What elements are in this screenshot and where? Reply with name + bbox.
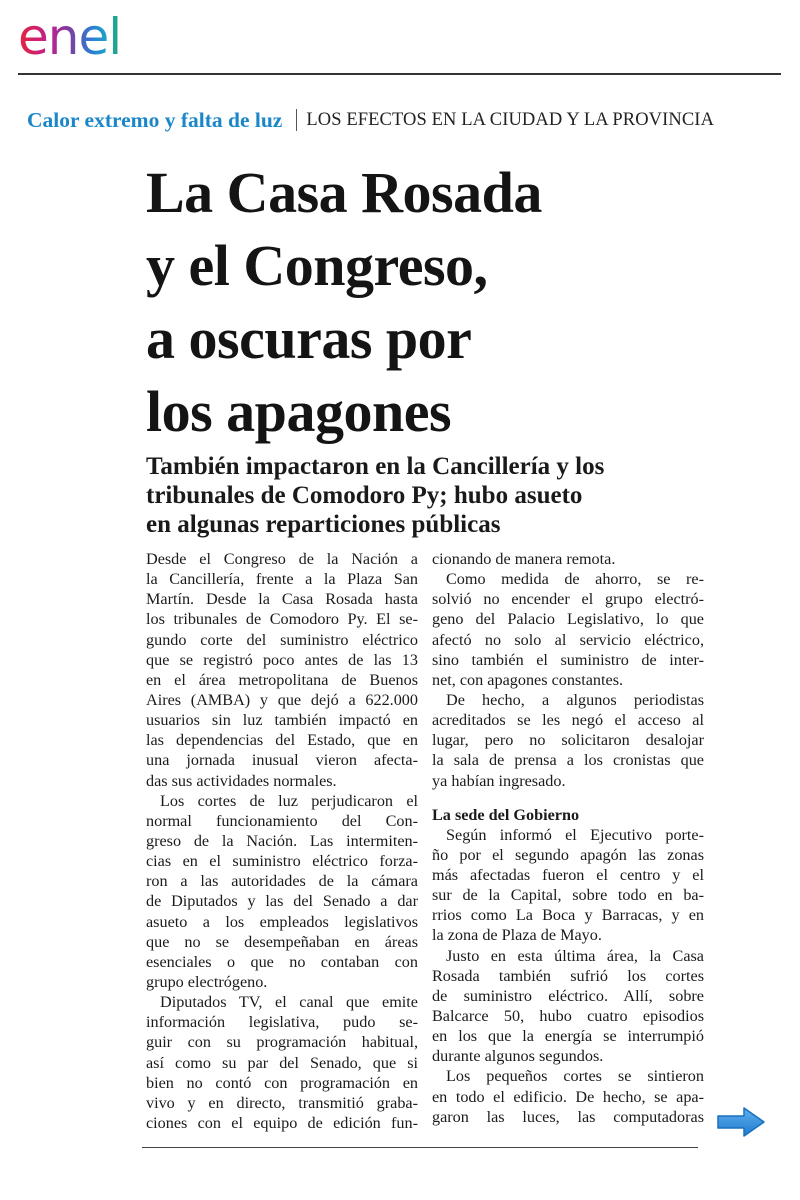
body-line: la Cancillería, frente a la Plaza San <box>146 570 418 589</box>
section-bar <box>27 103 714 137</box>
body-line: Justo en esta última área, la Casa <box>446 946 704 965</box>
body-line: la zona de Plaza de Mayo. <box>432 926 602 945</box>
body-line: Desde el Congreso de la Nación a <box>146 550 418 568</box>
body-line: durante algunos segundos. <box>432 1047 604 1066</box>
body-line: Rosada también sufrió los cortes <box>432 966 704 985</box>
body-line: en el área metropolitana de Buenos <box>146 670 418 689</box>
body-line: greso de la Nación. Las intermiten- <box>146 831 418 850</box>
body-line: usuarios sin luz también impactó en <box>146 711 418 730</box>
body-line: das sus actividades normales. <box>146 771 337 790</box>
bottom-divider <box>142 1147 698 1148</box>
body-column-right <box>432 549 704 1127</box>
body-line: Balcarce 50, hubo cuatro episodios <box>432 1006 704 1025</box>
body-line: lugar, pero no solicitaron desalojar <box>432 731 704 750</box>
body-line: cias en el suministro eléctrico forza- <box>146 852 418 871</box>
body-line: las dependencias del Estado, que en <box>146 731 418 750</box>
body-line: bien no contó con programación en <box>146 1073 418 1092</box>
body-line: sino también el suministro de inter- <box>432 650 704 669</box>
body-line: una jornada inusual vieron afecta- <box>146 751 418 770</box>
body-line: Como medida de ahorro, se re- <box>446 570 704 589</box>
body-line: sur de la Capital, sobre todo en ba- <box>432 886 704 905</box>
body-line: ciones con el equipo de edición fun- <box>146 1113 418 1132</box>
body-line: la sala de prensa a los cronistas que <box>432 751 704 770</box>
body-line: en todo el edificio. De hecho, se apa- <box>432 1087 704 1106</box>
subheading: La sede del Gobierno <box>432 805 580 824</box>
body-line: que no se desempeñaban en áreas <box>146 932 418 951</box>
body-line: esenciales o que no contaban con <box>146 952 418 971</box>
body-line: geno del Palacio Legislativo, lo que <box>432 610 704 629</box>
headline-line: La Casa Rosada <box>146 160 542 225</box>
headline-line: y el Congreso, <box>146 233 488 298</box>
body-line: ron a las autoridades de la cámara <box>146 872 418 891</box>
body-line: asueto a los empleados legislativos <box>146 912 418 931</box>
body-line: los tribunales de Comodoro Py. El se- <box>146 610 418 629</box>
body-line: ya habían ingresado. <box>432 771 566 790</box>
body-line: vivo y en directo, transmitió graba- <box>146 1093 418 1112</box>
body-line: Aires (AMBA) y que dejó a 622.000 <box>146 690 418 709</box>
body-line: cionando de manera remota. <box>432 550 616 568</box>
body-line: Según informó el Ejecutivo porte- <box>446 825 704 844</box>
body-line: más afectadas fueron el centro y el <box>432 865 704 884</box>
body-line: normal funcionamiento del Con- <box>146 811 418 830</box>
section-kicker: Calor extremo y falta de luz <box>27 107 283 132</box>
deck <box>146 452 766 539</box>
arrow-right-icon <box>716 1106 766 1138</box>
body-line: así como su par del Senado, que si <box>146 1053 418 1072</box>
body-line: Los cortes de luz perjudicaron el <box>160 791 418 810</box>
body-line: información legislativa, pudo se- <box>146 1013 418 1032</box>
top-divider <box>18 73 781 75</box>
deck-line: en algunas reparticiones públicas <box>146 511 501 538</box>
body-line: ño por el segundo apagón las zonas <box>432 845 704 864</box>
headline-line: a oscuras por <box>146 306 472 371</box>
section-separator <box>296 109 297 131</box>
body-line: guir con su programación habitual, <box>146 1033 418 1052</box>
body-line: solvió no encender el grupo electró- <box>432 590 704 609</box>
deck-line: tribunales de Comodoro Py; hubo asueto <box>146 482 583 509</box>
body-line: garon las luces, las computadoras <box>432 1107 704 1126</box>
body-line: acreditados se les negó el acceso al <box>432 711 704 730</box>
body-line: que se registró poco antes de las 13 <box>146 650 418 669</box>
deck-line: También impactaron en la Cancillería y los <box>146 453 605 480</box>
body-line: De hecho, a algunos periodistas <box>446 690 704 709</box>
headline <box>146 156 766 448</box>
body-line: de Diputados y las del Senado a dar <box>146 892 418 911</box>
next-page-button[interactable] <box>716 1106 766 1138</box>
body-line: Diputados TV, el canal que emite <box>160 993 418 1012</box>
body-line: afectó no solo al servicio eléctrico, <box>432 630 704 649</box>
section-label: LOS EFECTOS EN LA CIUDAD Y LA PROVINCIA <box>306 109 715 130</box>
body-line: Martín. Desde la Casa Rosada hasta <box>146 590 418 609</box>
body-line: de suministro eléctrico. Allí, sobre <box>432 986 704 1005</box>
enel-logo: enel <box>18 8 122 66</box>
body-line: en los que la energía se interrumpió <box>432 1027 704 1046</box>
body-line: rrios como La Boca y Barracas, y en <box>432 906 704 925</box>
headline-line: los apagones <box>146 379 452 444</box>
body-line: gundo corte del suministro eléctrico <box>146 630 418 649</box>
body-line: grupo electrógeno. <box>146 972 268 991</box>
body-column-left <box>146 549 418 1133</box>
body-line: net, con apagones constantes. <box>432 670 624 689</box>
body-line: Los pequeños cortes se sintieron <box>446 1067 704 1086</box>
